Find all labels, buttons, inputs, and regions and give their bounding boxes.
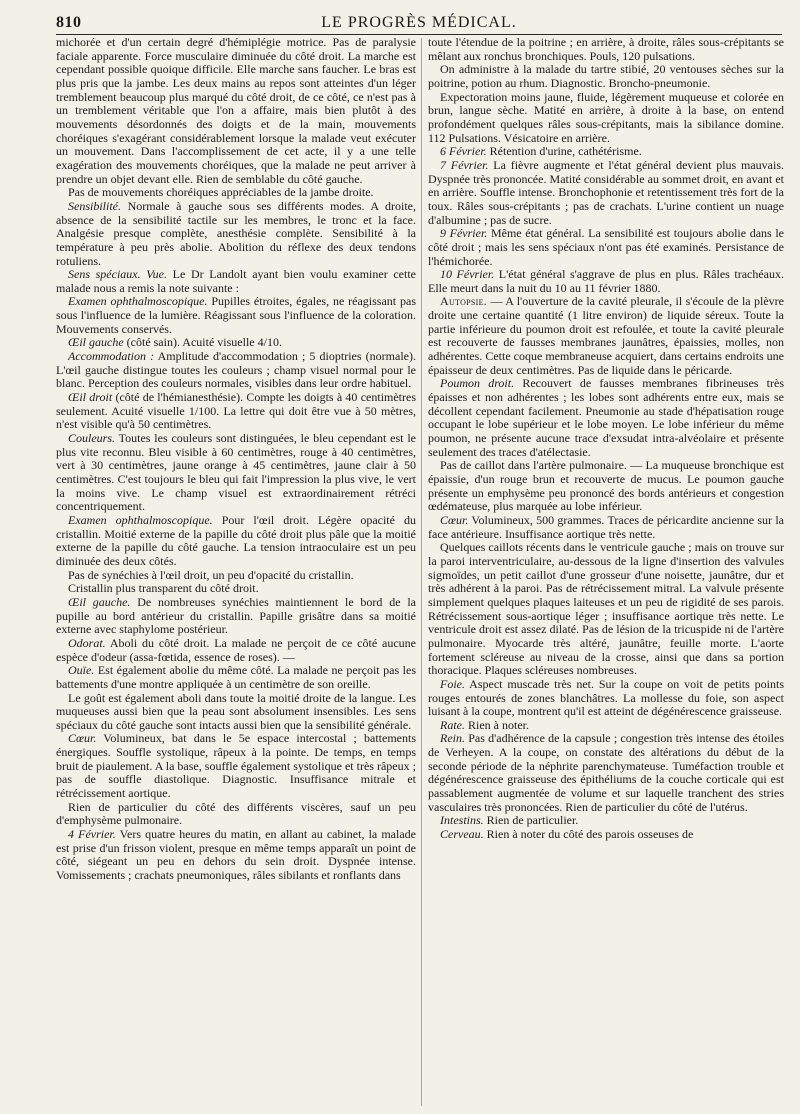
paragraph-text: (côté sain). Acuité visuelle 4/10. bbox=[123, 335, 282, 350]
paragraph-text: On administre à la malade du tartre stibié, 20 ventouses sèches sur la poitrine, potion au rhum. Diagnostic. Broncho-pneumonie. bbox=[428, 62, 784, 90]
paragraph-lead: Ouïe. bbox=[68, 663, 95, 678]
paragraph-text: Le Dr Landolt ayant bien voulu examiner cette malade nous a remis la note suivante : bbox=[56, 267, 416, 295]
paragraph-lead: Couleurs. bbox=[68, 431, 116, 446]
paragraph-text: Amplitude d'accommodation ; 5 dioptries (normale). L'œil gauche distingue toutes les couleurs ; champ visuel normal pour le blanc. Perception des couleurs normales, visibles dans leur ordre habituel. bbox=[56, 349, 416, 391]
paragraph bbox=[56, 596, 416, 637]
paragraph bbox=[428, 63, 784, 90]
paragraph-lead: Rein. bbox=[440, 731, 465, 746]
paragraph-lead: Cerveau. bbox=[440, 827, 484, 842]
paragraph-text: toute l'étendue de la poitrine ; en arrière, à droite, râles sous-crépitants se mêlant aux ronchus bronchiques. Pouls, 120 pulsations. bbox=[428, 36, 784, 63]
paragraph-text: Aspect muscade très net. Sur la coupe on voit de petits points rouges entourés de zones blanchâtres. La mollesse du foie, son aspect luisant à la coupe, montrent qu'il est atteint de dégénérescence graisseuse. bbox=[428, 676, 784, 719]
paragraph-lead: Œil droit bbox=[68, 390, 113, 405]
paragraph bbox=[428, 295, 784, 377]
paragraph bbox=[56, 432, 416, 514]
paragraph-lead: Sensibilité. bbox=[68, 198, 121, 213]
column-divider bbox=[421, 38, 422, 1106]
paragraph-text: L'état général s'aggrave de plus en plus. Râles trachéaux. Elle meurt dans la nuit du 10 au 11 février 1880. bbox=[428, 267, 784, 295]
paragraph-lead: 4 Février. bbox=[68, 827, 116, 842]
paragraph-lead: Œil gauche. bbox=[68, 594, 131, 609]
right-column bbox=[428, 36, 784, 1108]
paragraph-lead: Foie. bbox=[440, 676, 465, 691]
paragraph-lead: Odorat. bbox=[68, 635, 106, 650]
paragraph-lead: Rate. bbox=[440, 717, 465, 732]
paragraph bbox=[56, 582, 416, 596]
paragraph-text: — A l'ouverture de la cavité pleurale, il s'écoule de la plèvre droite une certaine quantité (1 litre environ) de liquide séreux. Toute la partie inférieure du poumon droit est refoulée, et toute la cavité pleurale est recouverte de fausses membranes jaunâtres, épaissies, molles, non adhérentes. Cette coque membraneuse acquiert, dans certains endroits une épaisseur de deux centimètres. Pas de liquide dans le péricarde. bbox=[428, 294, 784, 377]
paragraph-text: Recouvert de fausses membranes fibrineuses très épaisses et non adhérentes ; les lobes sont adhérents entre eux, mais se décollent cependant facilement. Pneumonie au stade d'hépatisation rouge occupant le lobe supérieur et le lobe moyen. Le lobe inférieur du même poumon, ne présente aucune trace d'exsudat intra-alvéolaire et présente seulement des traces d'atélectasie. bbox=[428, 376, 784, 459]
paragraph-text: Normale à gauche sous ses différents modes. A droite, absence de la sensibilité tactile sur les membres, le tronc et la face. Analgésie presque complète, anesthésie complète. Sensibilité à la température à peu près abolie. Abolition du réflexe des deux tendons rotuliens. bbox=[56, 198, 416, 268]
paragraph-lead: 7 Février. bbox=[440, 157, 489, 172]
paragraph-lead: Poumon droit. bbox=[440, 376, 515, 391]
paragraph bbox=[428, 719, 784, 733]
paragraph bbox=[56, 336, 416, 350]
paragraph bbox=[56, 801, 416, 828]
paragraph bbox=[428, 227, 784, 268]
page-header bbox=[56, 8, 782, 35]
paragraph bbox=[56, 828, 416, 883]
paragraph-text: De nombreuses synéchies maintiennent le bord de la pupille au bord antérieur du cristallin. Papille grisâtre dans sa moitié externe avec staphylome postérieur. bbox=[56, 594, 416, 637]
paragraph bbox=[56, 637, 416, 664]
paragraph-text: (côté de l'hémianesthésie). Compte les doigts à 40 centimètres seulement. Acuité visuelle 1/100. La lettre qui doit être vue à 50 mètres, n'est visible qu'à 50 centimètres. bbox=[56, 390, 416, 432]
paragraph bbox=[56, 200, 416, 268]
paragraph bbox=[428, 514, 784, 541]
page-number: 810 bbox=[56, 14, 82, 31]
paragraph bbox=[428, 459, 784, 514]
paragraph-lead: 10 Février. bbox=[440, 267, 495, 282]
paragraph-text: Rien de particulier du côté des différents viscères, sauf un peu d'emphysème pulmonaire. bbox=[56, 799, 416, 828]
paragraph-text: Vers quatre heures du matin, en allant au cabinet, la malade est prise d'un frisson violent, presque en même temps apparaît un point de côté, siégeant un peu en dehors du sein droit. Dyspnée intense. Vomissements ; crachats pneumoniques, râles sibilants et ronflants dans bbox=[56, 827, 416, 883]
paragraph-text: Pour l'œil droit. Légère opacité du cristallin. Moitié externe de la papille du côté droit plus pâle que la moitié externe de la papille du côté gauche. La tension intraoculaire est un peu diminuée des deux côtés. bbox=[56, 512, 416, 568]
paragraph-text: Pas de mouvements choréiques appréciables de la jambe droite. bbox=[68, 185, 374, 200]
journal-title: LE PROGRÈS MÉDICAL. bbox=[321, 14, 517, 31]
paragraph-text: Est également abolie du même côté. La malade ne perçoit pas les battements d'une montre appliquée à un centimètre de son oreille. bbox=[56, 663, 416, 691]
paragraph bbox=[428, 377, 784, 459]
paragraph bbox=[56, 391, 416, 432]
paragraph-lead: 9 Février. bbox=[440, 226, 488, 241]
paragraph-text: Volumineux, bat dans le 5e espace intercostal ; battements énergiques. Souffle systolique, râpeux à la pointe. De temps, en temps bruit de piaulement. A la base, souffle également systolique et très râpeux ; pas de souffle diastolique. Diagnostic. Insuffisance mitrale et rétrécissement aortique. bbox=[56, 731, 416, 801]
paragraph-text: michorée et d'un certain degré d'hémiplégie motrice. Pas de paralysie faciale apparente. Force musculaire diminuée du côté droit. La marche est cependant possible quoique difficile. Elle marche sans faucher. Le bras est plus pris que la jambe. Les deux mains au repos sont atteintes d'un léger tremblement beaucoup plus marqué du côté droit, de ce côté, ce n'est pas à un tremblement véritable que l'on a affaire, mais bien plutôt à des mouvements désordonnés des doigts et de la main, mouvements choréiques s'exagérant considérablement lorsque la malade veut exécuter un mouvement. Dans l'accomplissement de cet acte, il y a une telle exagération des mouvements choréiques, que la malade ne peut arriver à prendre un objet devant elle. Rien de semblable du côté gauche. bbox=[56, 36, 416, 186]
paragraph-lead: Cœur. bbox=[68, 731, 97, 746]
paragraph bbox=[428, 732, 784, 814]
paragraph bbox=[56, 732, 416, 800]
paragraph bbox=[56, 186, 416, 200]
paragraph bbox=[428, 814, 784, 828]
paragraph-text: Pas de synéchies à l'œil droit, un peu d'opacité du cristallin. bbox=[68, 567, 354, 582]
paragraph-text: La fièvre augmente et l'état général devient plus mauvais. Dyspnée très prononcée. Matité considérable au sommet droit, en avant et en arrière. Souffle intense. Bronchophonie et retentissement très fort de la toux. Râles sous-crépitants ; pas de crachats. L'urine contient un nuage d'albumine ; pas de sucre. bbox=[428, 157, 784, 227]
paragraph bbox=[428, 159, 784, 227]
paragraph-lead: Accommodation : bbox=[68, 349, 155, 364]
paragraph bbox=[428, 145, 784, 159]
paragraph-text: Pas de caillot dans l'artère pulmonaire. — La muqueuse bronchique est épaissie, d'un rouge brun et recouverte de mucus. Le poumon gauche présente un emphysème peu prononcé des bords antérieurs et congestion œdémateuse, plus marquée au lobe inférieur. bbox=[428, 458, 784, 514]
paragraph bbox=[428, 678, 784, 719]
paragraph-text: Aboli du côté droit. La malade ne perçoit de ce côté aucune espèce d'odeur (assa-fœtida, essence de roses). — bbox=[56, 635, 416, 664]
paragraph-text: Quelques caillots récents dans le ventricule gauche ; mais on trouve sur la paroi interventriculaire, au-dessous de la ligne d'insertion des valvules sigmoïdes, un petit caillot d'une grosseur d'une noisette, jaunâtre, dur et très adhérent à la paroi. Pas de rétrécissement mitral. La valvule présente simplement quelques plaques laiteuses et un peu de rigidité de ses parois. Rétrécissement sous-aortique léger ; insuffisance aortique très nette. Le ventricule droit est assez dilaté. Pas de lésion de la tricuspide ni de l'artère pulmonaire. Myocarde très altéré, jaunâtre, feuille morte. L'aorte fortement scléreuse au niveau de la crosse, ainsi que dans sa portion thoracique. Plaques scléreuses nombreuses. bbox=[428, 540, 784, 678]
paragraph-text: Toutes les couleurs sont distinguées, le bleu cependant est le plus vite reconnu. Bleu visible à 60 centimètres, rouge à 40 centimètres, vert à 30 centimètres, jaune orange à 45 centimètres, jaune clair à 50 centimètres. C'est toujours le bleu qui fait l'impression la plus vive, le vert la moins vive. Le champ visuel est extraordinairement rétréci concentriquement. bbox=[56, 431, 416, 514]
paragraph bbox=[428, 91, 784, 146]
paragraph-text: Pupilles étroites, égales, ne réagissant pas sous l'influence de la lumière. Réagissant sous l'influence de la coloration. Mouvements conservés. bbox=[56, 294, 416, 336]
paragraph-text: Cristallin plus transparent du côté droit. bbox=[68, 581, 259, 596]
paragraph bbox=[56, 514, 416, 569]
paragraph-text: Expectoration moins jaune, fluide, légèrement muqueuse et colorée en brun, langue sèche. Matité en arrière, à droite à la base, on entend profondément quelques râles sous-crépitants, mais la sibilance domine. 112 Pulsations. Vésicatoire en arrière. bbox=[428, 89, 784, 145]
paragraph-lead: Examen ophthalmoscopique. bbox=[68, 294, 208, 309]
paragraph-text: Rien à noter. bbox=[465, 717, 529, 732]
paragraph-text: Le goût est également aboli dans toute la moitié droite de la langue. Les muqueuses aussi bien que la peau sont absolument insensibles. Les sens spéciaux du côté gauche sont intacts aussi bien que la sensibilité générale. bbox=[56, 690, 416, 732]
paragraph-text: Volumineux, 500 grammes. Traces de péricardite ancienne sur la face antérieure. Insuffisance aortique très nette. bbox=[428, 512, 784, 541]
paragraph-text: Rétention d'urine, cathétérisme. bbox=[486, 144, 642, 159]
paragraph bbox=[56, 692, 416, 733]
paragraph bbox=[428, 268, 784, 295]
paragraph bbox=[56, 350, 416, 391]
paragraph-lead: Intestins. bbox=[440, 813, 484, 828]
paragraph-lead: Œil gauche bbox=[68, 335, 124, 350]
paragraph-text: Pas d'adhérence de la capsule ; congestion très intense des étoiles de Verheyen. A la coupe, on constate des altérations du début de la seconde période de la néphrite parenchymateuse. Tuméfaction trouble et dégénérescence graisseuse des épithéliums de la couche corticale qui est passablement augmentée de volume et sur laquelle tranchent des stries vasculaires très prononcées. Rien de particulier du côté de l'utérus. bbox=[428, 731, 784, 814]
paragraph bbox=[56, 664, 416, 691]
paragraph bbox=[56, 569, 416, 583]
left-column bbox=[56, 36, 416, 1108]
paragraph bbox=[56, 295, 416, 336]
paragraph bbox=[428, 541, 784, 678]
paragraph-text: Même état général. La sensibilité est toujours abolie dans le côté droit ; mais les sens spéciaux n'ont pas été examinés. Persistance de l'hémichorée. bbox=[428, 226, 784, 268]
paragraph-text: Rien à noter du côté des parois osseuses de bbox=[483, 827, 694, 842]
paragraph bbox=[56, 268, 416, 295]
paragraph-lead: Examen ophthalmoscopique. bbox=[68, 512, 213, 527]
paragraph-lead: 6 Février. bbox=[440, 144, 487, 159]
paragraph bbox=[428, 828, 784, 842]
paragraph-lead: Autopsie. bbox=[440, 294, 488, 309]
paragraph bbox=[428, 36, 784, 63]
paragraph-lead: Sens spéciaux. Vue. bbox=[68, 267, 168, 282]
paragraph bbox=[56, 36, 416, 186]
paragraph-lead: Cœur. bbox=[440, 512, 469, 527]
paragraph-text: Rien de particulier. bbox=[483, 813, 579, 828]
